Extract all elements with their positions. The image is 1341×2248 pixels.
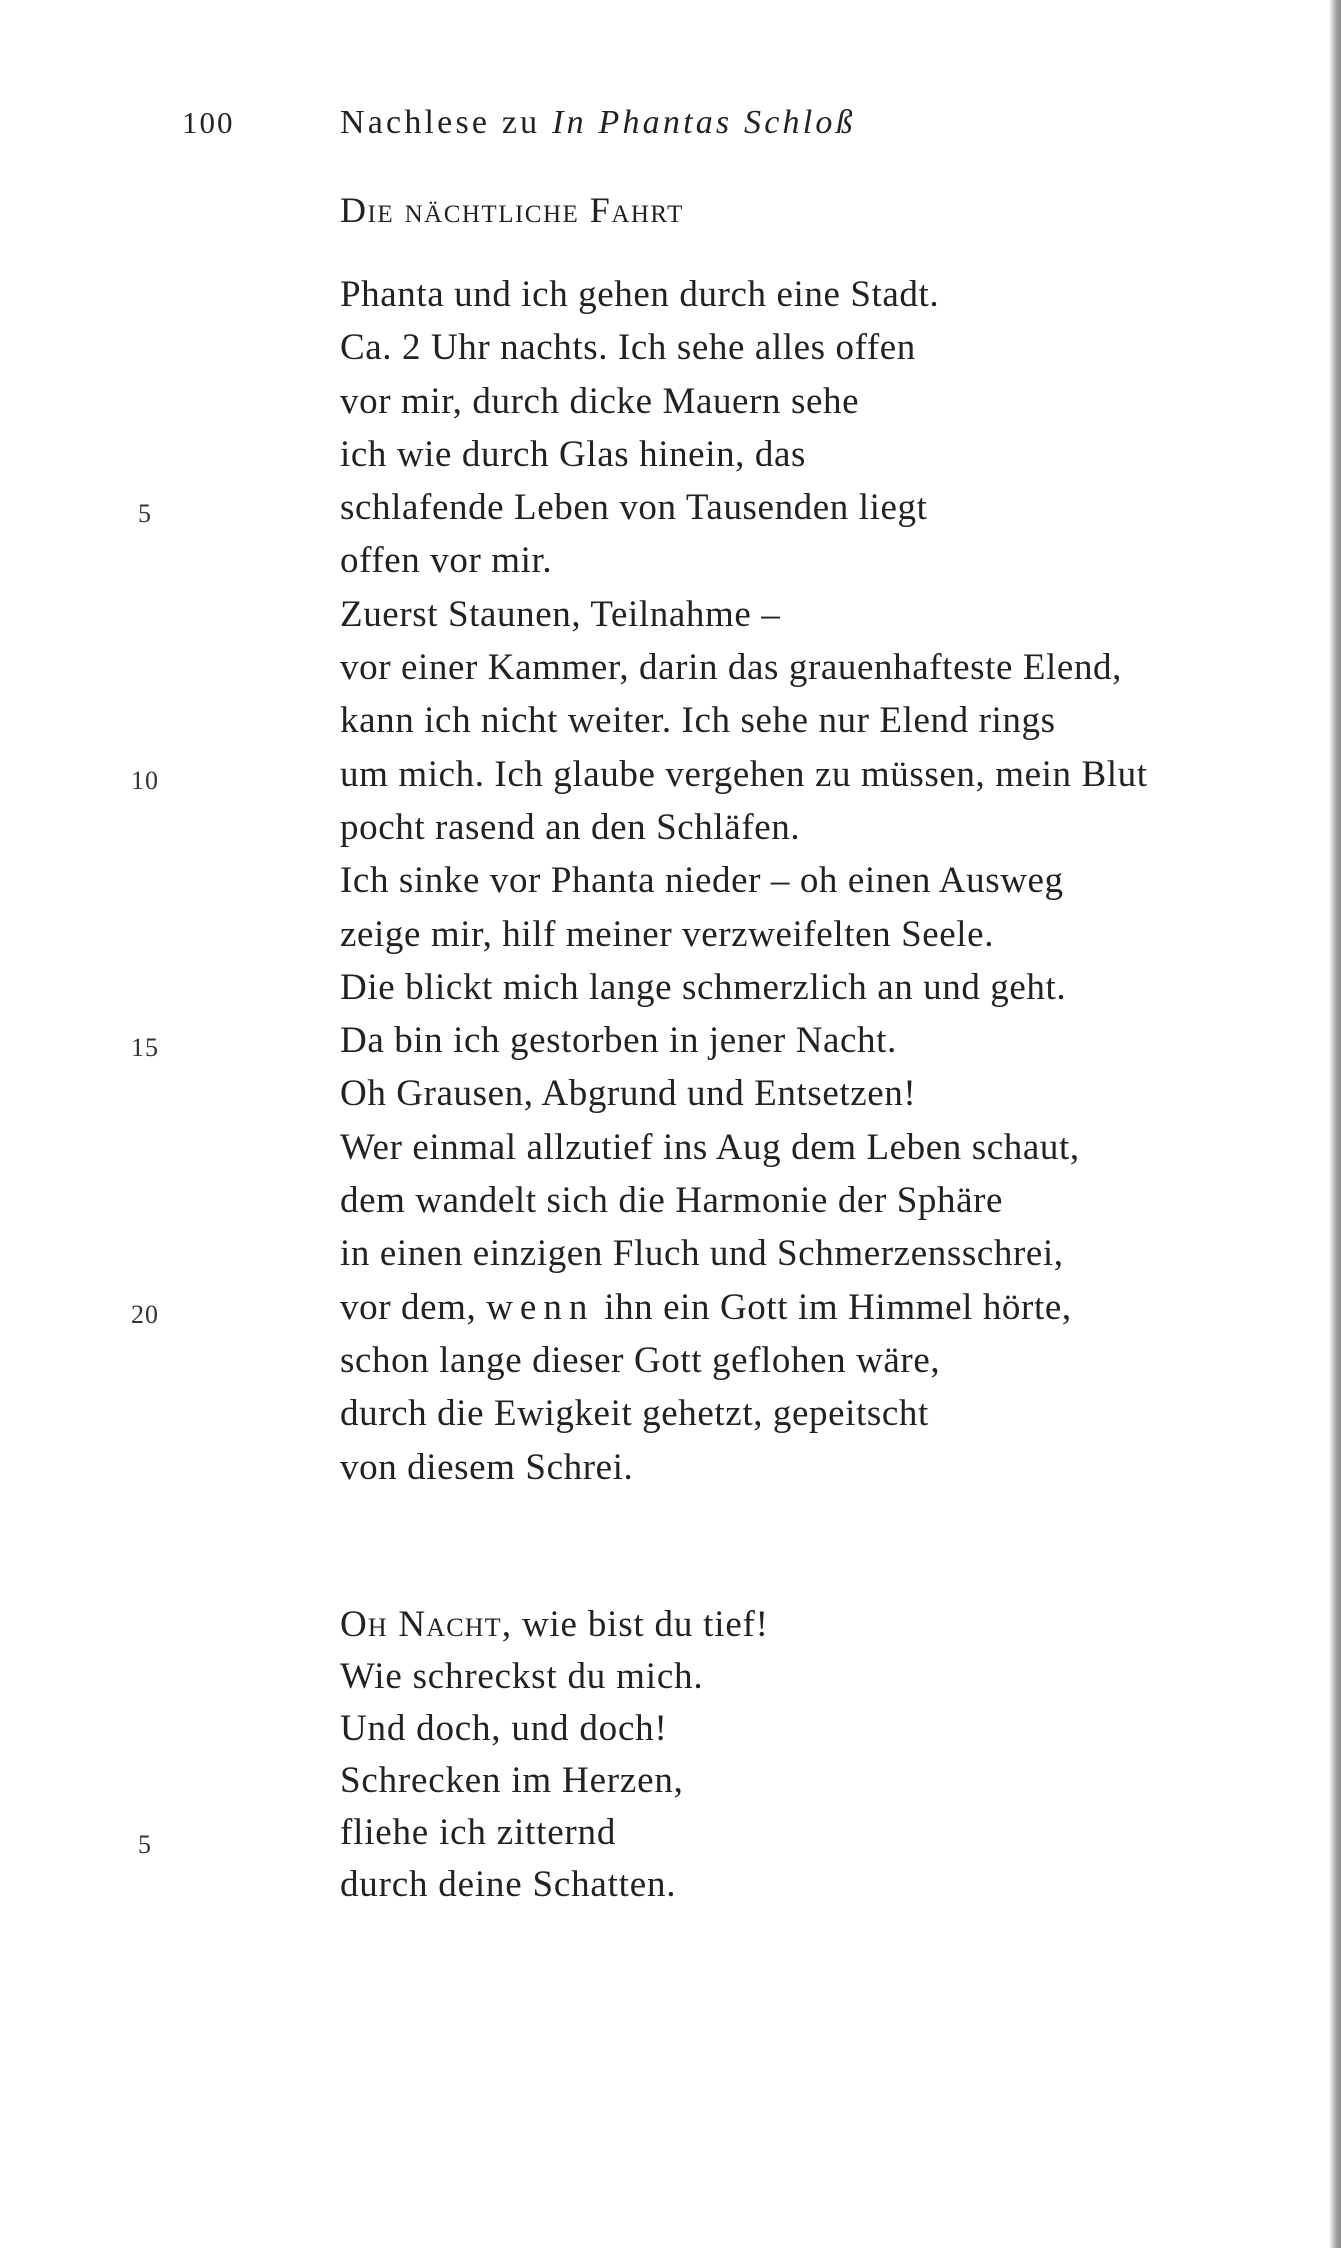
poem-line: Wie schreckst du mich. [340, 1656, 704, 1697]
poem-line: vor einer Kammer, darin das grauenhafteste Elend, [340, 647, 1122, 689]
page-edge-shadow [1329, 0, 1341, 2248]
poem-line: Zuerst Staunen, Teilnahme – [340, 593, 781, 635]
line-20-before: vor dem, [340, 1286, 487, 1328]
poem-line: Wer einmal allzutief ins Aug dem Leben schaut, [340, 1126, 1080, 1168]
poem-line: Die blickt mich lange schmerzlich an und geht. [340, 966, 1067, 1008]
poem-line: durch deine Schatten. [340, 1864, 677, 1905]
poem-line: in einen einzigen Fluch und Schmerzensschrei, [340, 1233, 1064, 1275]
line-number-20: 20 [131, 1300, 159, 1329]
poem-line: kann ich nicht weiter. Ich sehe nur Elend rings [340, 700, 1056, 742]
poem-2 [340, 1599, 1300, 1911]
poem-2-first-line-rest: , wie bist du tief! [501, 1604, 769, 1645]
poem-line: Ca. 2 Uhr nachts. Ich sehe alles offen [340, 327, 916, 369]
poem-line: Schrecken im Herzen, [340, 1760, 684, 1801]
letterspaced-word: wenn [486, 1286, 595, 1328]
running-head-title [340, 103, 856, 143]
running-head [0, 103, 1300, 143]
poem-line: durch die Ewigkeit gehetzt, gepeitscht [340, 1393, 929, 1435]
poem-1-title: Die nächtliche Fahrt [340, 190, 684, 230]
line-number-15: 15 [131, 1033, 159, 1062]
poem-line: pocht rasend an den Schläfen. [340, 806, 801, 848]
line-number-5: 5 [138, 499, 152, 528]
poem-line: Da bin ich gestorben in jener Nacht. [340, 1020, 897, 1062]
poem-line: um mich. Ich glaube vergehen zu müssen, mein Blut [340, 753, 1148, 795]
poem-line: vor mir, durch dicke Mauern sehe [340, 380, 860, 422]
poem-2-first-line [340, 1599, 1300, 1651]
running-head-prefix: Nachlese zu [340, 104, 541, 141]
poem-line: dem wandelt sich die Harmonie der Sphäre [340, 1180, 1004, 1222]
poem-line: fliehe ich zitternd [340, 1812, 617, 1853]
line-number-10: 10 [131, 766, 159, 795]
poem-line: Ich sinke vor Phanta nieder – oh einen Ausweg [340, 860, 1064, 902]
poem-line: schlafende Leben von Tausenden liegt [340, 487, 928, 529]
poem-line: Phanta und ich gehen durch eine Stadt. [340, 274, 940, 315]
poem-1 [340, 268, 1300, 1494]
poem-line-20 [340, 1281, 1300, 1334]
line-number-5: 5 [138, 1830, 152, 1859]
poem-line: von diesem Schrei. [340, 1446, 634, 1488]
poem-line: Und doch, und doch! [340, 1708, 668, 1749]
line-20-after: ihn ein Gott im Himmel hörte, [594, 1286, 1072, 1328]
page-number: 100 [182, 105, 235, 140]
poem-line: offen vor mir. [340, 540, 553, 582]
poem-line: schon lange dieser Gott geflohen wäre, [340, 1339, 941, 1381]
running-head-italic-title: In Phantas Schloß [552, 104, 856, 141]
poem-line: ich wie durch Glas hinein, das [340, 433, 806, 475]
poem-line: Oh Grausen, Abgrund und Entsetzen! [340, 1073, 917, 1115]
poem-line: zeige mir, hilf meiner verzweifelten Seele. [340, 913, 995, 955]
poem-2-title: Oh Nacht [340, 1604, 502, 1645]
